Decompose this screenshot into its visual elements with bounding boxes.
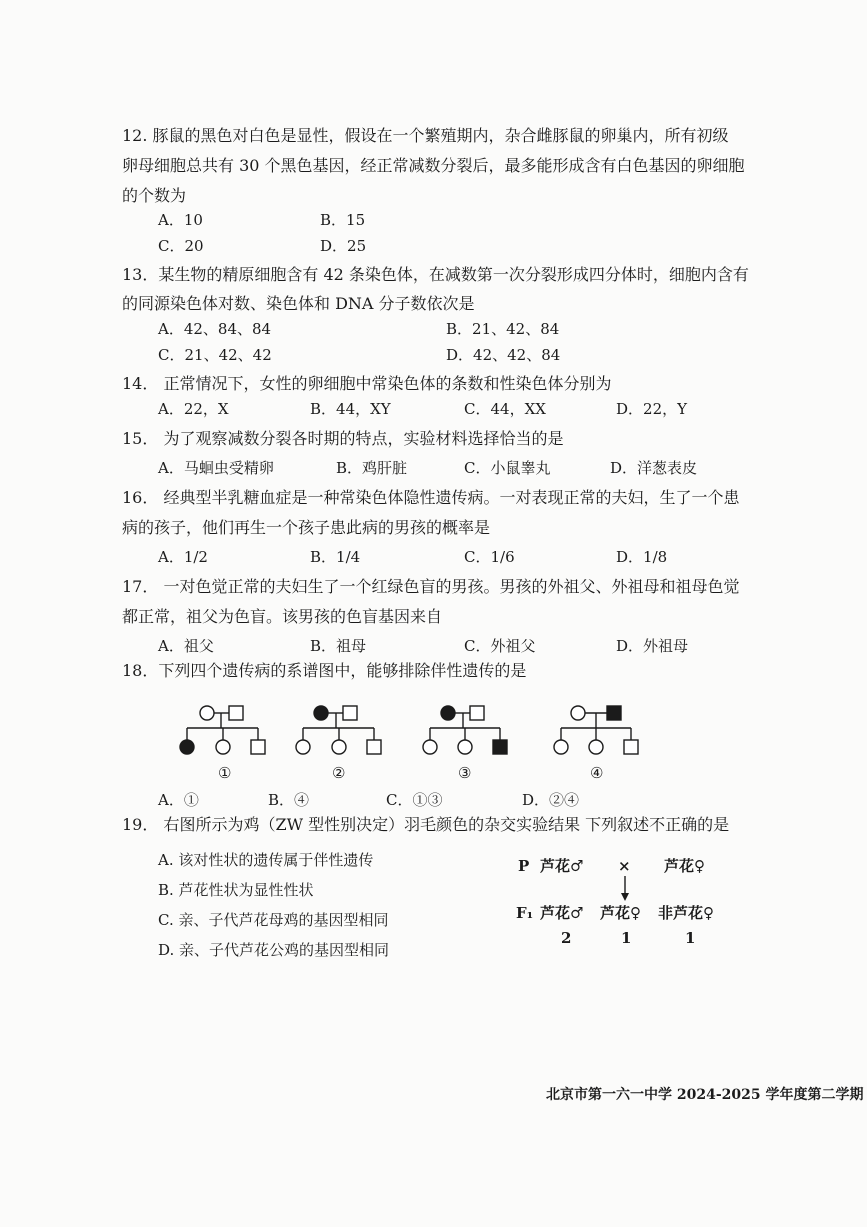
pedigree-2-son [367, 740, 381, 754]
pedigree-1-father [229, 706, 243, 720]
q14-option-a: A．22，X [158, 400, 229, 418]
q17-option-d: D．外祖母 [616, 637, 689, 655]
pedigree-3-daughter-1 [423, 740, 437, 754]
q19-option-c: C. 亲、子代芦花母鸡的基因型相同 [158, 911, 389, 929]
pedigree-1 [180, 706, 265, 754]
pedigree-2 [296, 706, 381, 754]
pedigree-1-affected-daughter [180, 740, 194, 754]
question-17-line-1: 17． 一对色觉正常的夫妇生了一个红绿色盲的男孩。男孩的外祖父、外祖母和祖母色觉 [122, 577, 740, 596]
cross-ratio-2: 1 [621, 929, 632, 947]
pedigree-2-father [343, 706, 357, 720]
q12-option-d: D．25 [320, 237, 367, 255]
pedigree-4 [554, 706, 638, 754]
pedigree-diagrams [150, 690, 730, 762]
q13-option-d: D．42、42、84 [446, 346, 561, 364]
pedigree-3-affected-mother [441, 706, 455, 720]
q14-option-b: B．44，XY [310, 400, 391, 418]
cross-f1-other: 非芦花♀ [658, 904, 714, 922]
q15-option-b: B．鸡肝脏 [336, 459, 408, 477]
cross-times: × [618, 857, 631, 875]
q13-option-c: C．21、42、42 [158, 346, 272, 364]
question-13-line-1: 13．某生物的精原细胞含有 42 条染色体，在减数第一次分裂形成四分体时，细胞内含有 [122, 265, 749, 284]
q19-option-b: B. 芦花性状为显性性状 [158, 881, 314, 899]
q15-option-c: C．小鼠睾丸 [464, 459, 551, 477]
pedigree-2-daughter-1 [296, 740, 310, 754]
q15-option-d: D．洋葱表皮 [610, 459, 698, 477]
pedigree-1-mother [200, 706, 214, 720]
q18-option-d: D．②④ [522, 791, 580, 809]
cross-p-female: 芦花♀ [664, 857, 705, 875]
pedigree-label-1: ① [218, 764, 232, 782]
pedigree-3-father [470, 706, 484, 720]
q12-option-c: C．20 [158, 237, 204, 255]
question-12-line-2: 卵母细胞总共有 30 个黑色基因，经正常减数分裂后，最多能形成含有白色基因的卵细胞 [122, 156, 745, 175]
pedigree-1-daughter [216, 740, 230, 754]
pedigree-3 [423, 706, 507, 754]
q19-option-d: D. 亲、子代芦花公鸡的基因型相同 [158, 941, 390, 959]
cross-p-label: P [518, 857, 530, 875]
q17-option-a: A．祖父 [158, 637, 214, 655]
cross-p-male: 芦花♂ [540, 857, 584, 875]
q14-option-d: D．22，Y [616, 400, 688, 418]
q17-option-b: B．祖母 [310, 637, 367, 655]
pedigree-label-3: ③ [458, 764, 472, 782]
question-17-line-2: 都正常，祖父为色盲。该男孩的色盲基因来自 [122, 607, 443, 626]
cross-f1-label: F₁ [516, 904, 534, 922]
pedigree-4-son [624, 740, 638, 754]
pedigree-label-4: ④ [590, 764, 604, 782]
question-14-line-1: 14． 正常情况下，女性的卵细胞中常染色体的条数和性染色体分别为 [122, 374, 612, 393]
q18-option-c: C．①③ [386, 791, 443, 809]
q17-option-c: C．外祖父 [464, 637, 536, 655]
pedigree-label-2: ② [332, 764, 346, 782]
pedigree-3-affected-son [493, 740, 507, 754]
q14-option-c: C．44，XX [464, 400, 546, 418]
question-13-line-2: 的同源染色体对数、染色体和 DNA 分子数依次是 [122, 294, 475, 313]
pedigree-4-daughter-1 [554, 740, 568, 754]
cross-ratio-3: 1 [685, 929, 696, 947]
q12-option-b: B．15 [320, 211, 366, 229]
pedigree-2-affected-mother [314, 706, 328, 720]
q16-option-d: D．1/8 [616, 548, 668, 566]
question-16-line-1: 16． 经典型半乳糖血症是一种常染色体隐性遗传病。一对表现正常的夫妇，生了一个患 [122, 488, 740, 507]
q16-option-b: B．1/4 [310, 548, 361, 566]
q13-option-a: A．42、84、84 [158, 320, 272, 338]
cross-f1-female: 芦花♀ [600, 904, 641, 922]
cross-ratio-1: 2 [561, 929, 572, 947]
pedigree-4-daughter-2 [589, 740, 603, 754]
question-12-line-3: 的个数为 [122, 186, 187, 205]
pedigree-3-daughter-2 [458, 740, 472, 754]
pedigree-4-mother [571, 706, 585, 720]
cross-f1-male: 芦花♂ [540, 904, 584, 922]
pedigree-4-affected-father [607, 706, 621, 720]
pedigree-2-daughter-2 [332, 740, 346, 754]
q16-option-a: A．1/2 [158, 548, 208, 566]
q18-option-b: B．④ [268, 791, 310, 809]
q12-option-a: A．10 [158, 211, 203, 229]
q19-option-a: A. 该对性状的遗传属于伴性遗传 [158, 851, 374, 869]
q16-option-c: C．1/6 [464, 548, 515, 566]
question-19-line-1: 19． 右图所示为鸡（ZW 型性别决定）羽毛颜色的杂交实验结果 下列叙述不正确的是 [122, 815, 730, 834]
q13-option-b: B．21、42、84 [446, 320, 560, 338]
q15-option-a: A．马蛔虫受精卵 [158, 459, 274, 477]
page-footer: 北京市第一六一中学 2024-2025 学年度第二学期 [546, 1087, 864, 1103]
question-18-line-1: 18．下列四个遗传病的系谱图中，能够排除伴性遗传的是 [122, 661, 527, 680]
question-16-line-2: 病的孩子，他们再生一个孩子患此病的男孩的概率是 [122, 518, 491, 537]
question-12-line-1: 12. 豚鼠的黑色对白色是显性，假设在一个繁殖期内，杂合雌豚鼠的卵巢内，所有初级 [122, 126, 729, 145]
q18-option-a: A．① [158, 791, 199, 809]
pedigree-1-son [251, 740, 265, 754]
cross-arrow-icon [618, 876, 632, 902]
question-15-line-1: 15． 为了观察减数分裂各时期的特点，实验材料选择恰当的是 [122, 429, 564, 448]
